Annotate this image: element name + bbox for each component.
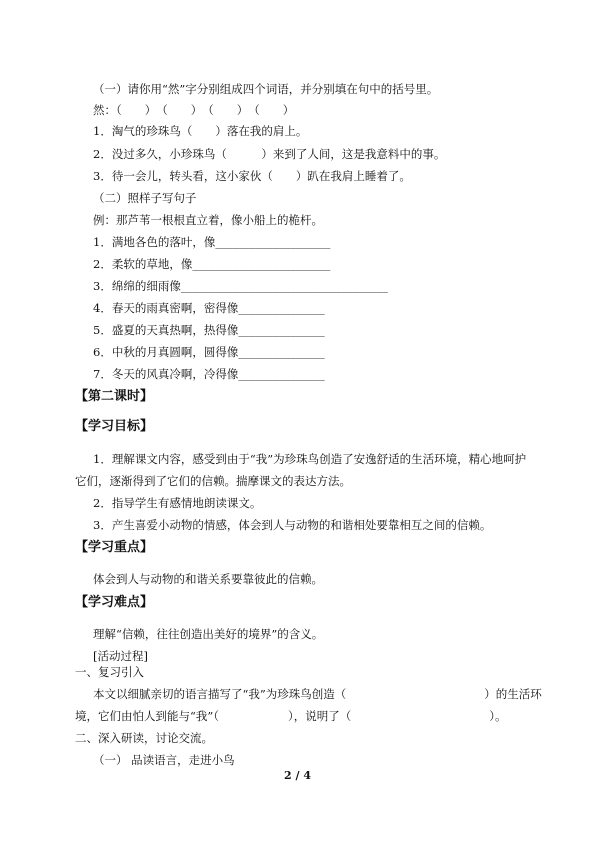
review-line-2: 境，它们由怕人到能与“我”（ ），说明了（ ）。 <box>75 709 507 723</box>
goals-heading: 【学习目标】 <box>75 419 154 434</box>
study-subheading: （一） 品读语言，走进小鸟 <box>93 753 235 767</box>
difficulty-heading: 【学习难点】 <box>75 595 154 610</box>
lesson-heading: 【第二课时】 <box>75 389 154 404</box>
part2-intro: （二）照样子写句子 <box>93 191 197 205</box>
question-1: 1．淘气的珍珠鸟（ ）落在我的肩上。 <box>93 124 308 138</box>
key-points-text: 体会到人与动物的和谐关系要靠彼此的信赖。 <box>93 572 323 586</box>
activity-process-label: [活动过程] <box>93 649 148 663</box>
sentence-item-5: 5．盛夏的天真热啊，热得像_______________ <box>93 323 325 337</box>
review-line-1: 本文以细腻亲切的语言描写了“我”为珍珠鸟创造（ ）的生活环 <box>93 687 542 701</box>
sentence-item-6: 6．中秋的月真圆啊，圆得像_______________ <box>93 345 325 359</box>
question-2: 2．没过多久，小珍珠鸟（ ）来到了人间，这是我意料中的事。 <box>93 147 446 161</box>
page-number: 2 / 4 <box>284 769 311 782</box>
sentence-item-1: 1．满地各色的落叶，像____________________ <box>93 235 331 249</box>
review-heading: 一、复习引入 <box>75 665 144 679</box>
goal-1-line-1: 1．理解课文内容，感受到由于“我”为珍珠鸟创造了安逸舒适的生活环境，精心地呵护 <box>93 452 527 466</box>
goal-1-line-2: 它们，逐渐得到了它们的信赖。揣摩课文的表达方法。 <box>75 474 351 488</box>
sentence-item-7: 7．冬天的风真冷啊，冷得像_______________ <box>93 367 325 381</box>
sentence-item-4: 4．春天的雨真密啊，密得像_______________ <box>93 301 325 315</box>
ran-blanks-row: 然：（ ） （ ） （ ） （ ） <box>93 103 295 117</box>
example-sentence: 例：那芦苇一根根直立着，像小船上的桅杆。 <box>93 213 323 227</box>
study-heading: 二、深入研读，讨论交流。 <box>75 731 213 745</box>
difficulty-text: 理解“信赖，往往创造出美好的境界”的含义。 <box>93 627 324 641</box>
sentence-item-3: 3．绵绵的细雨像____________________________________ <box>93 279 388 293</box>
part1-intro: （一）请你用“然”字分别组成四个词语，并分别填在句中的括号里。 <box>93 82 439 96</box>
question-3: 3．待一会儿，转头看，这小家伙（ ）趴在我肩上睡着了。 <box>93 169 411 183</box>
key-points-heading: 【学习重点】 <box>75 540 154 555</box>
goal-3: 3．产生喜爱小动物的情感，体会到人与动物的和谐相处要靠相互之间的信赖。 <box>93 518 492 532</box>
goal-2: 2．指导学生有感情地朗读课文。 <box>93 496 262 510</box>
sentence-item-2: 2．柔软的草地，像________________________ <box>93 257 331 271</box>
